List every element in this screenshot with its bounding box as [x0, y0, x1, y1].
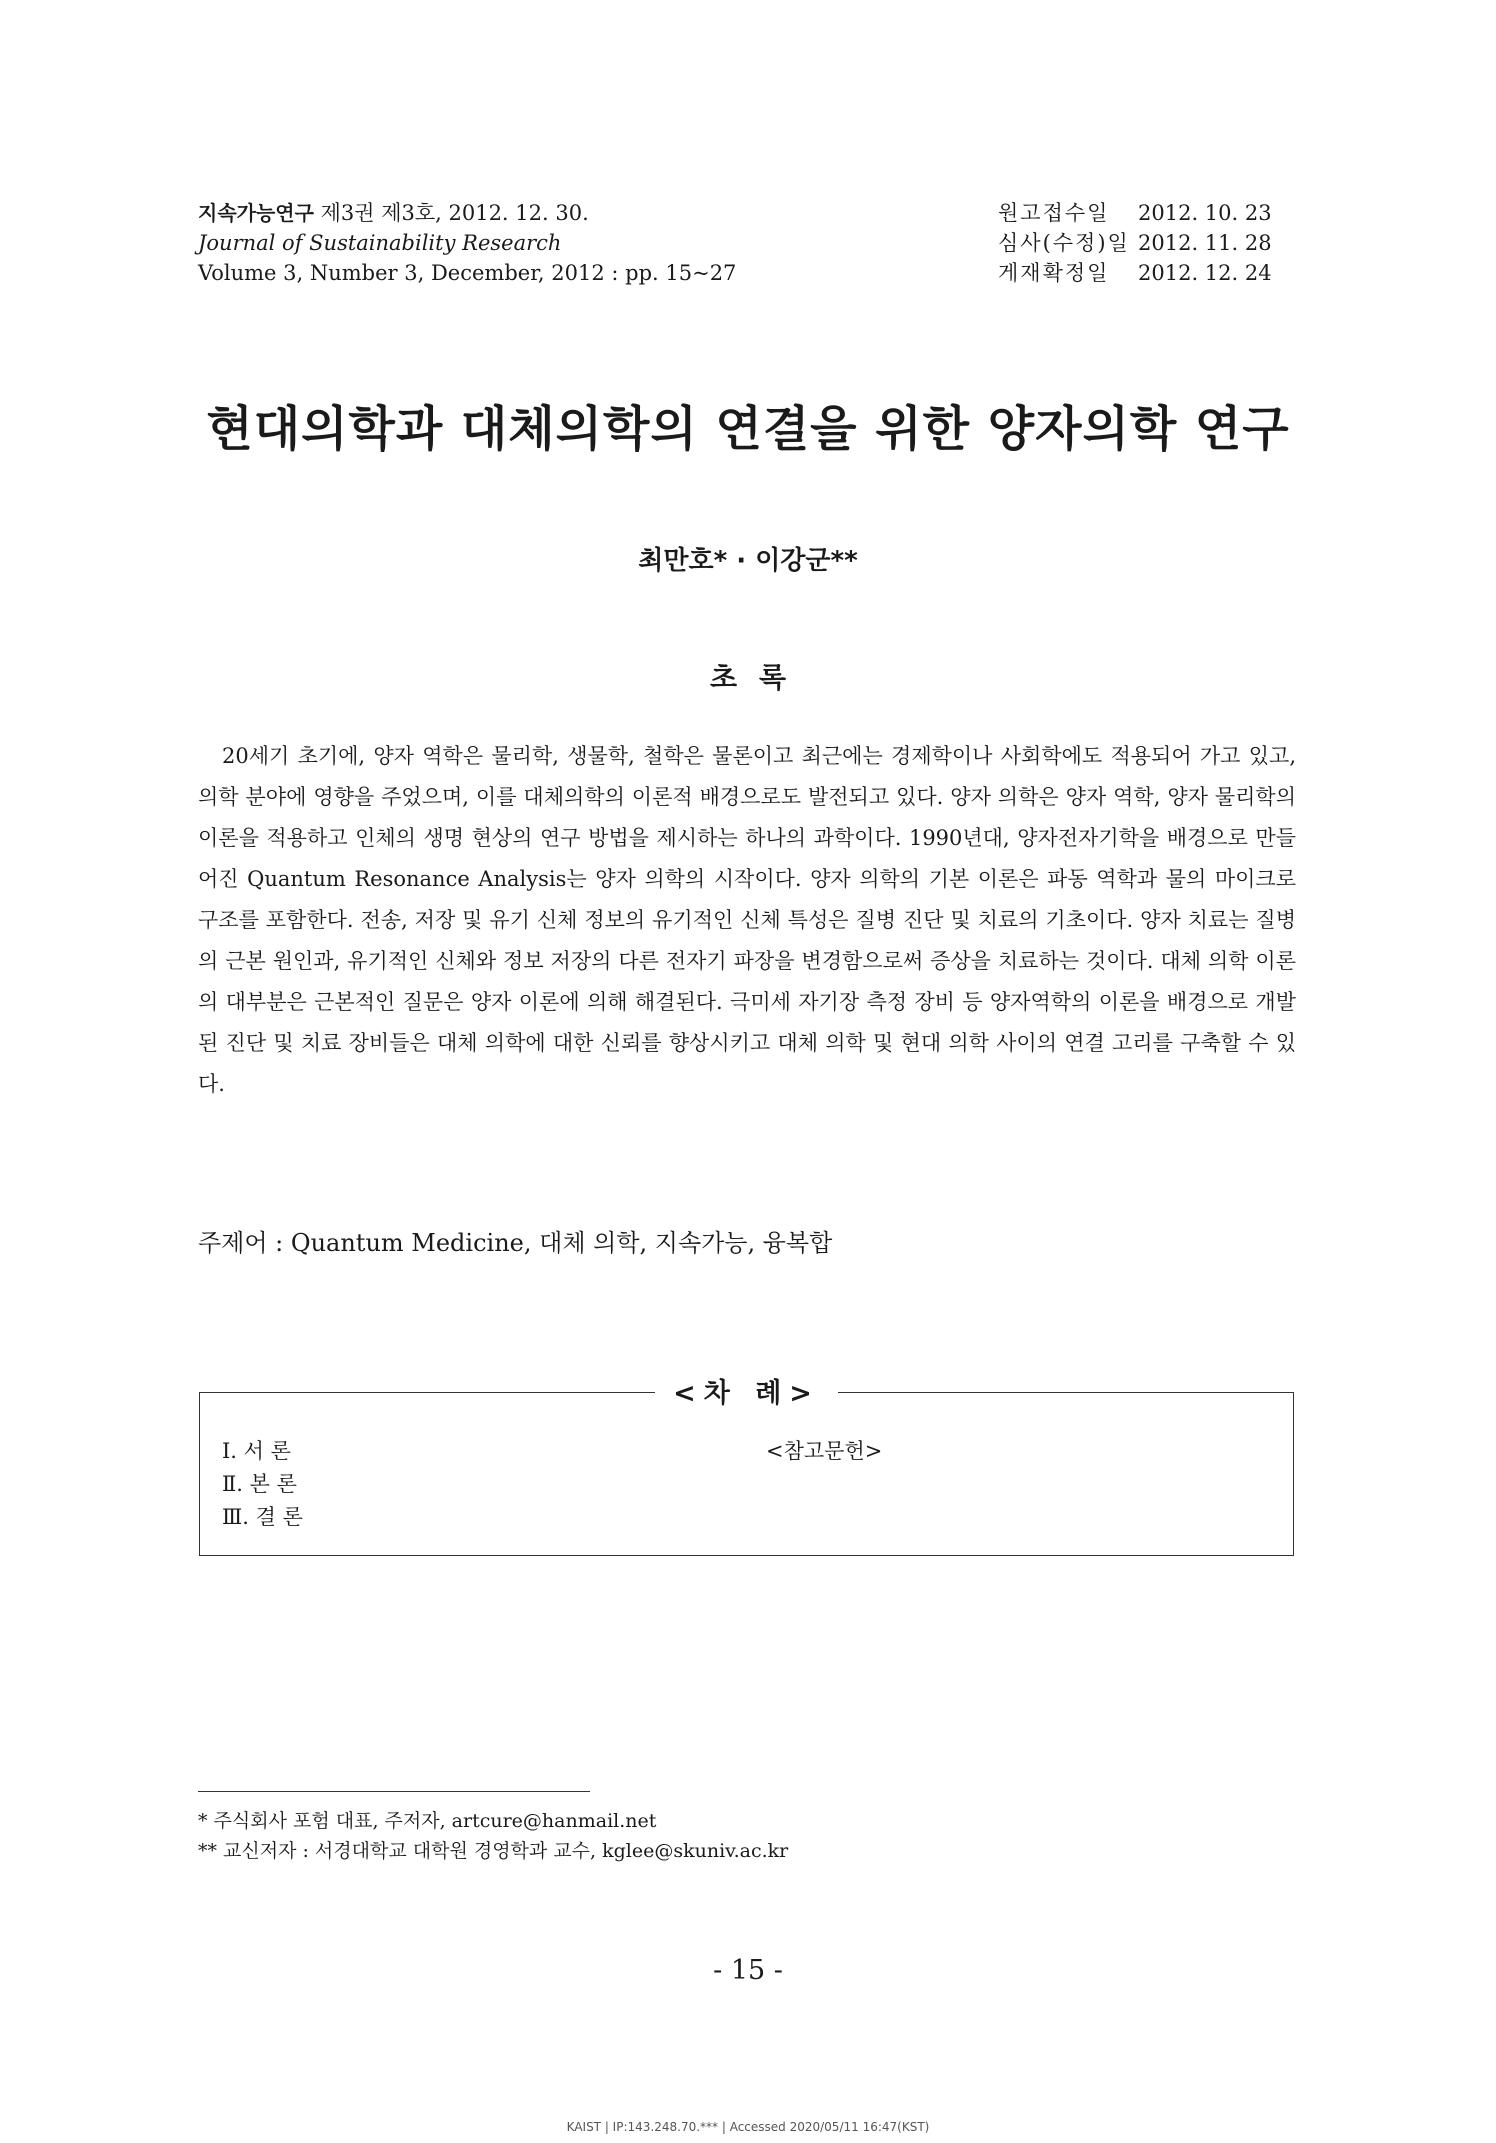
toc-item: Ⅰ. 서 론 — [222, 1439, 291, 1463]
manuscript-dates — [998, 198, 1298, 288]
journal-name-en: Journal of Sustainability Research — [198, 231, 562, 255]
toc-list — [222, 1435, 303, 1534]
access-watermark: KAIST | IP:143.248.70.*** | Accessed 2020/05/11 16:47(KST) — [566, 2120, 930, 2134]
journal-issue-ko: 제3권 제3호, 2012. 12. 30. — [313, 201, 589, 225]
toc-references: <참고문헌> — [766, 1439, 883, 1463]
date-accepted — [998, 258, 1298, 288]
abstract-heading: 초록 — [709, 661, 809, 694]
date-label: 원고접수일 — [998, 201, 1110, 225]
page-number: - 15 - — [713, 1955, 783, 1986]
date-value: 2012. 10. 23 — [1138, 201, 1272, 225]
date-value: 2012. 11. 28 — [1138, 231, 1272, 255]
toc-title-wrapper — [200, 1371, 1293, 1410]
abstract-text: 20세기 초기에, 양자 역학은 물리학, 생물학, 철학은 물론이고 최근에는 경제학이나 사회학에도 적용되어 가고 있고, 의학 분야에 영향을 주었으며, 이를 대체의학의 이론적 배경으로도 발전되고 있다. 양자 의학은 양자 역학, 양자 물리학의 이론을 적용하고 인체의 생명 현상의 연구 방법을 제시하는 하나의 과학이다. 1990년대, 양자전자기학을 배경으로 만들어진 Quantum Resonance Analysis는 양자 의학의 시작이다. 양자 의학의 기본 이론은 파동 역학과 물의 마이크로 구조를 포함한다. 전송, 저장 및 유기 신체 정보의 유기적인 신체 특성은 질병 진단 및 치료의 기초이다. 양자 치료는 질병의 근본 원인과, 유기적인 신체와 정보 저장의 다른 전자기 파장을 변경함으로써 증상을 치료하는 것이다. 대체 의학 이론의 대부분은 근본적인 질문은 양자 이론에 의해 해결된다. 극미세 자기장 측정 장비 등 양자역학의 이론을 배경으로 개발된 진단 및 치료 장비들은 대체 의학에 대한 신뢰를 향상시키고 대체 의학 및 현대 의학 사이의 연결 고리를 구축할 수 있다. — [198, 744, 1296, 1096]
footnotes — [198, 1806, 1298, 1866]
paper-title: 현대의학과 대체의학의 연결을 위한 양자의학 연구 — [206, 401, 1290, 457]
date-revised — [998, 228, 1298, 258]
toc-item: Ⅱ. 본 론 — [222, 1472, 297, 1496]
journal-info — [198, 198, 898, 288]
paper-authors: 최만호* · 이강군** — [638, 546, 858, 576]
toc-item: Ⅲ. 결 론 — [222, 1505, 303, 1529]
footnote-divider — [198, 1791, 590, 1792]
journal-ko-line — [198, 198, 898, 228]
journal-volume: Volume 3, Number 3, December, 2012 : pp. 15~27 — [198, 261, 737, 285]
journal-name-ko: 지속가능연구 — [198, 201, 314, 225]
keywords: 주제어 : Quantum Medicine, 대체 의학, 지속가능, 융복합 — [198, 1229, 833, 1257]
date-value: 2012. 12. 24 — [1138, 261, 1272, 285]
date-received — [998, 198, 1298, 228]
date-label: 게재확정일 — [998, 261, 1110, 285]
date-label: 심사(수정)일 — [998, 231, 1130, 255]
footnote-first-author: * 주식회사 포험 대표, 주저자, artcure@hanmail.net — [198, 1810, 657, 1832]
toc-title: <차 례> — [655, 1378, 838, 1409]
footnote-corresponding-author: ** 교신저자 : 서경대학교 대학원 경영학과 교수, kglee@skuniv.ac.kr — [198, 1840, 789, 1862]
table-of-contents — [199, 1378, 1294, 1556]
